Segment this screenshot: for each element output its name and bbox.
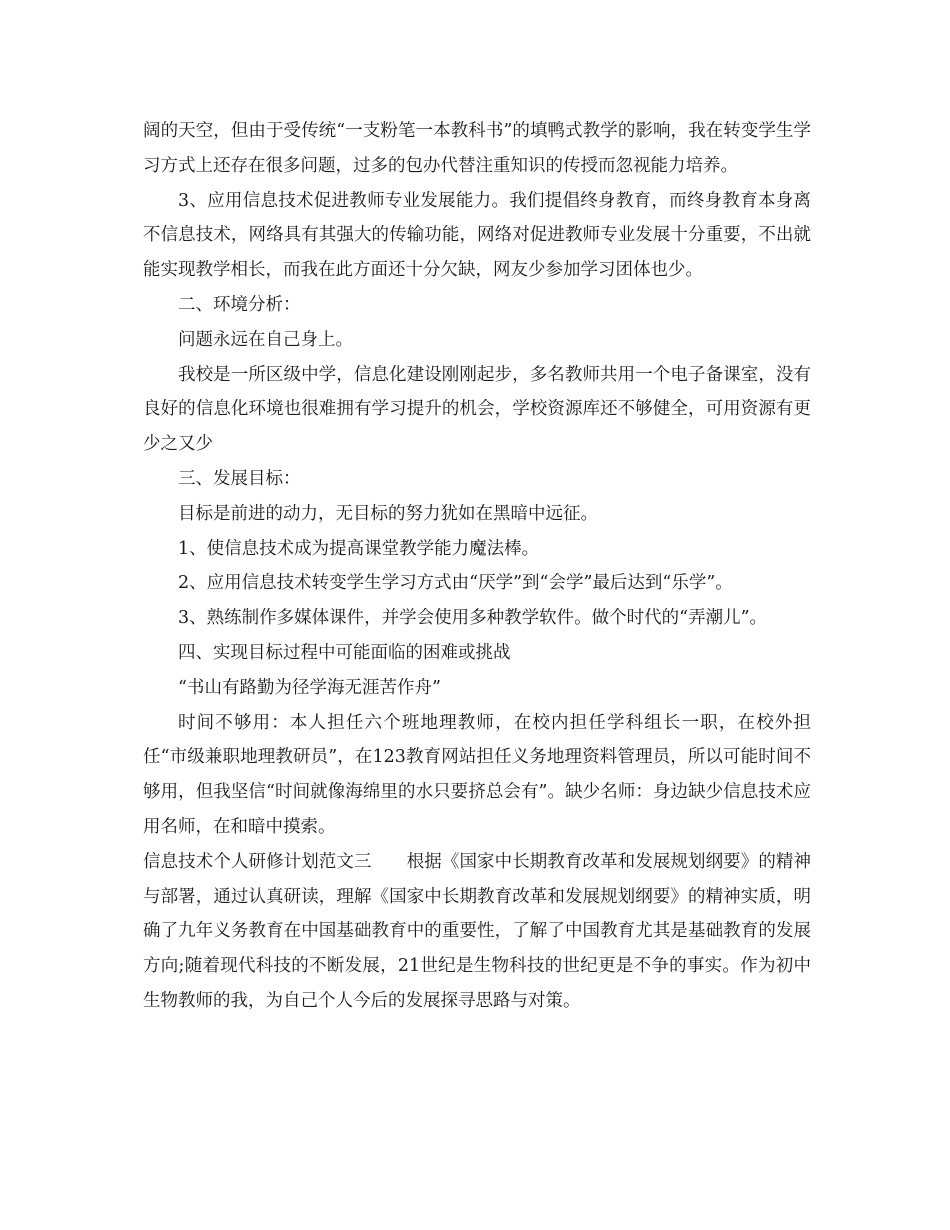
paragraph-school-description: 我校是一所区级中学，信息化建设刚刚起步，多名教师共用一个电子备课室，没有良好的信息化环境也很难拥有学习提升的机会，学校资源库还不够健全，可用资源有更少之又少 — [143, 364, 811, 455]
section-heading-environment: 二、环境分析： — [178, 294, 301, 315]
section-heading-goals: 三、发展目标： — [178, 468, 301, 489]
paragraph-continuation: 阔的天空，但由于受传统“一支粉笔一本教科书”的填鸭式教学的影响，我在转变学生学习方式上还存在很多问题，过多的包办代替注重知识的传授而忽视能力培养。 — [143, 121, 811, 176]
goal-item-1: 1、使信息技术成为提高课堂教学能力魔法棒。 — [178, 538, 540, 559]
paragraph-problem-self: 问题永远在自己身上。 — [178, 329, 353, 350]
paragraph-goal-motto: 目标是前进的动力，无目标的努力犹如在黑暗中远征。 — [178, 503, 598, 524]
section-heading-challenges: 四、实现目标过程中可能面临的困难或挑战 — [178, 642, 511, 663]
paragraph-time-shortage: 时间不够用：本人担任六个班地理教师，在校内担任学科组长一职，在校外担任“市级兼职地理教研员”，在123教育网站担任义务地理资料管理员，所以可能时间不够用，但我坚信“时间就像海绵里的水只要挤总会有”。缺少名师：身边缺少信息技术应用名师，在和暗中摸索。 — [143, 712, 811, 837]
paragraph-sample-three: 信息技术个人研修计划范文三 根据《国家中长期教育改革和发展规划纲要》的精神与部署，通过认真研读，理解《国家中长期教育改革和发展规划纲要》的精神实质，明确了九年义务教育在中国基础教育中的重要性，了解了中国教育尤其是基础教育的发展方向;随着现代科技的不断发展，21世纪是生物科技的世纪更是不争的事实。作为初中生物教师的我，为自己个人今后的发展探寻思路与对策。 — [143, 851, 811, 1011]
goal-item-2: 2、应用信息技术转变学生学习方式由“厌学”到“会学”最后达到“乐学”。 — [178, 573, 733, 594]
document-body — [143, 114, 811, 1019]
goal-item-3: 3、熟练制作多媒体课件，并学会使用多种教学软件。做个时代的“弄潮儿”。 — [178, 608, 768, 629]
paragraph-item-3-teacher-development: 3、应用信息技术促进教师专业发展能力。我们提倡终身教育，而终身教育本身离不信息技术，网络具有其强大的传输功能，网络对促进教师专业发展十分重要，不出就能实现教学相长，而我在此方面还十分欠缺，网友少参加学习团体也少。 — [143, 190, 811, 281]
paragraph-quote: “书山有路勤为径学海无涯苦作舟” — [178, 677, 441, 698]
